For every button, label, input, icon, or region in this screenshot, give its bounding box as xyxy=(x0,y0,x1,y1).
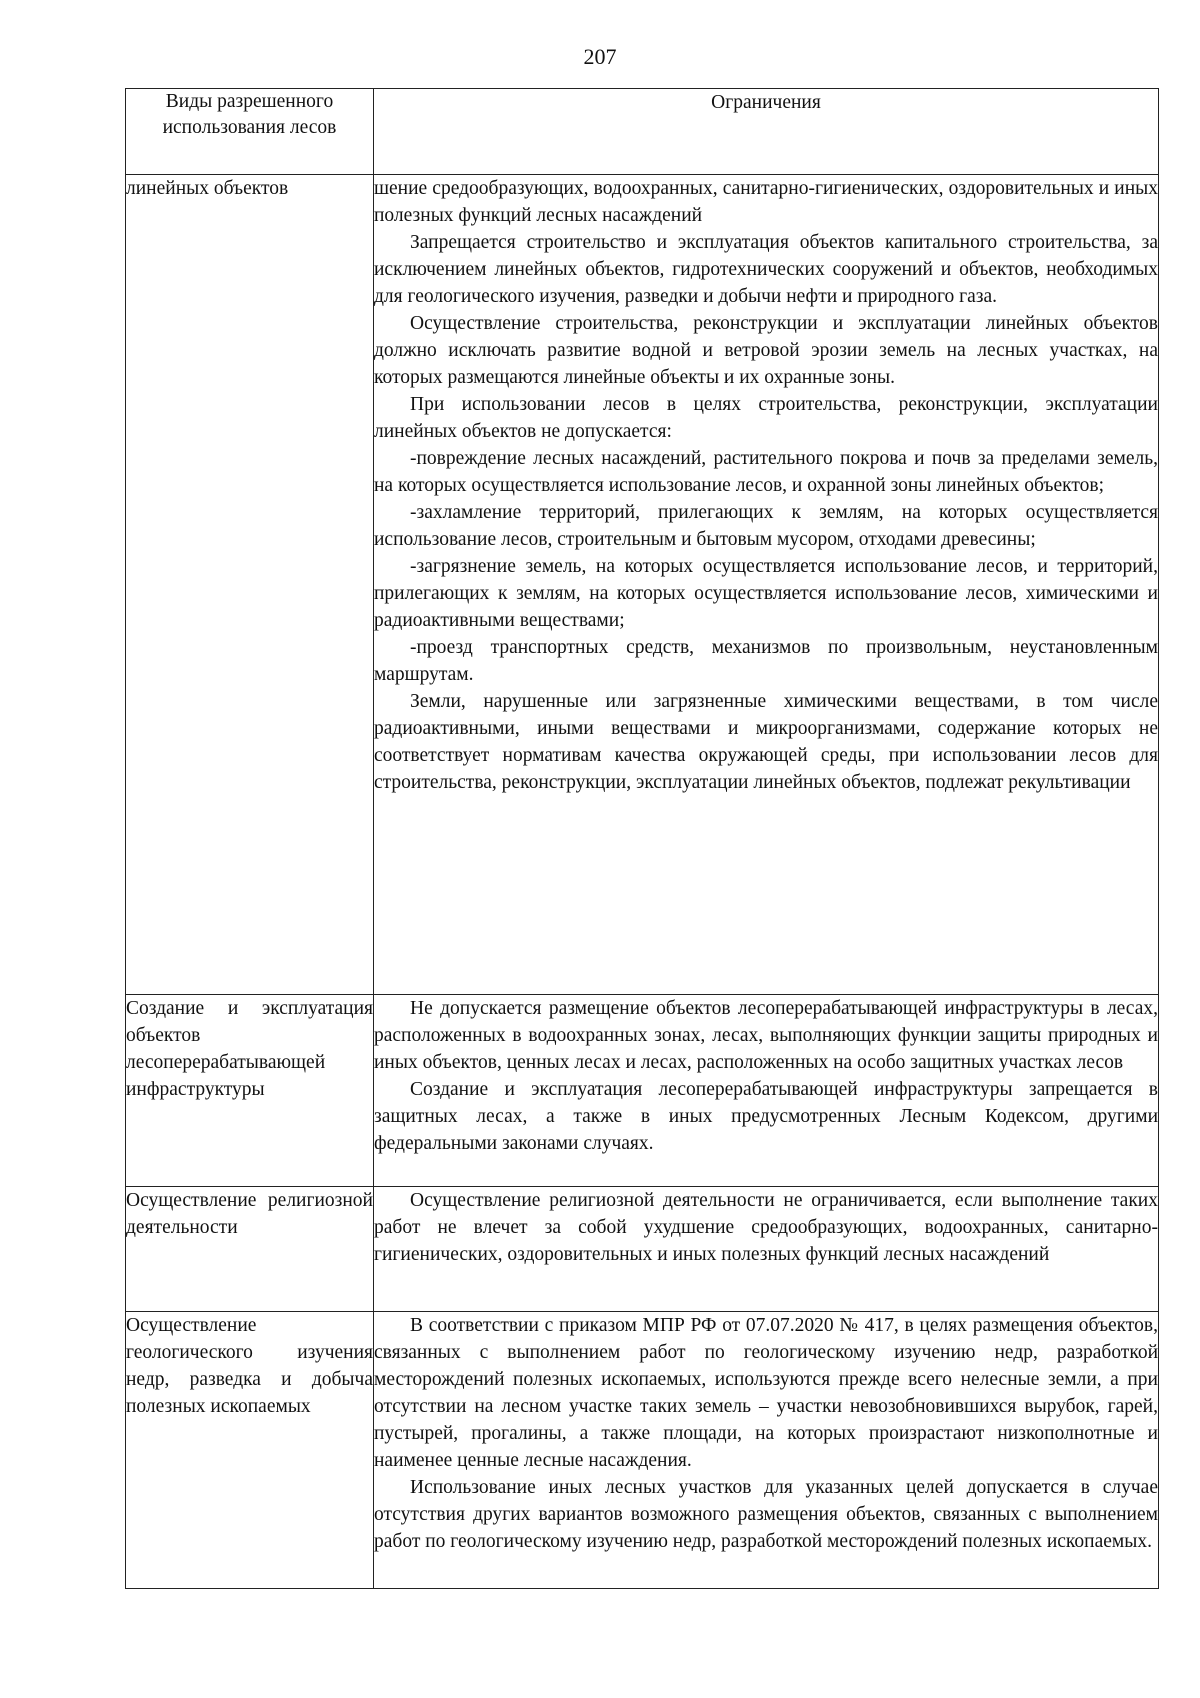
restriction-paragraph: Не допускается размещение объектов лесоперерабатывающей инфраструктуры в лесах, расположенных в водоохранных зонах, лесах, выполняющих функции защиты природных и иных объектов, ценных лесах и лесах, расположенных на особо защитных участках лесов xyxy=(374,998,1158,1073)
row-use-type: Осуществление геологического изучения недр, разведка и добыча полезных ископаемых xyxy=(126,1312,374,1589)
header-restrictions: Ограничения xyxy=(374,89,1159,175)
header-use-types: Виды разрешенного использования лесов xyxy=(126,89,374,175)
row-use-type: Создание и эксплуатация объектов лесоперерабатывающей инфраструктуры xyxy=(126,995,374,1187)
restriction-paragraph: Осуществление религиозной деятельности не ограничивается, если выполнение таких работ не влечет за собой ухудшение средообразующих, водоохранных, санитарно-гигиенических, оздоровительных и иных полезных функций лесных насаждений xyxy=(374,1190,1158,1265)
restriction-paragraph: шение средообразующих, водоохранных, санитарно-гигиенических, оздоровительных и иных полезных функций лесных насаждений xyxy=(374,178,1158,226)
row-use-type: линейных объектов xyxy=(126,175,374,995)
table-row xyxy=(126,1187,1159,1312)
restriction-paragraph: При использовании лесов в целях строительства, реконструкции, эксплуатации линейных объектов не допускается: xyxy=(374,394,1158,442)
restriction-paragraph: -повреждение лесных насаждений, растительного покрова и почв за пределами земель, на которых осуществляется использование лесов, и охранной зоны линейных объектов; xyxy=(374,448,1158,496)
row-use-type: Осуществление религиозной деятельности xyxy=(126,1187,374,1312)
table-header-row xyxy=(126,89,1159,175)
row-restrictions xyxy=(374,175,1159,995)
row-restrictions xyxy=(374,1187,1159,1312)
restriction-paragraph: Запрещается строительство и эксплуатация объектов капитального строительства, за исключением линейных объектов, гидротехнических сооружений и объектов, необходимых для геологического изучения, разведки и добычи нефти и природного газа. xyxy=(374,232,1158,307)
table-row xyxy=(126,175,1159,995)
restriction-paragraph: Осуществление строительства, реконструкции и эксплуатации линейных объектов должно исключать развитие водной и ветровой эрозии земель на лесных участках, на которых размещаются линейные объекты и их охранные зоны. xyxy=(374,313,1158,388)
restriction-paragraph: Создание и эксплуатация лесоперерабатывающей инфраструктуры запрещается в защитных лесах, а также в иных предусмотренных Лесным Кодексом, другими федеральными законами случаях. xyxy=(374,1079,1158,1154)
restriction-paragraph: В соответствии с приказом МПР РФ от 07.07.2020 № 417, в целях размещения объектов, связанных с выполнением работ по геологическому изучению недр, разработкой месторождений полезных ископаемых, используются прежде всего нелесные земли, а при отсутствии на лесном участке таких земель – участки невозобновившихся вырубок, гарей, пустырей, прогалины, а также площади, на которых произрастают низкополнотные и наименее ценные лесные насаждения. xyxy=(374,1315,1158,1471)
restriction-paragraph: -проезд транспортных средств, механизмов по произвольным, неустановленным маршрутам. xyxy=(374,637,1158,685)
restriction-paragraph: Использование иных лесных участков для указанных целей допускается в случае отсутствия других вариантов возможного размещения объектов, связанных с выполнением работ по геологическому изучению недр, разработкой месторождений полезных ископаемых. xyxy=(374,1477,1158,1552)
row-restrictions xyxy=(374,995,1159,1187)
table-row xyxy=(126,1312,1159,1589)
restriction-paragraph: -захламление территорий, прилегающих к землям, на которых осуществляется использование лесов, строительным и бытовым мусором, отходами древесины; xyxy=(374,502,1158,550)
restriction-paragraph: Земли, нарушенные или загрязненные химическими веществами, в том числе радиоактивными, иными веществами и микроорганизмами, содержание которых не соответствует нормативам качества окружающей среды, при использовании лесов для строительства, реконструкции, эксплуатации линейных объектов, подлежат рекультивации xyxy=(374,691,1158,793)
forest-use-restrictions-table xyxy=(125,88,1159,1589)
restriction-paragraph: -загрязнение земель, на которых осуществляется использование лесов, и территорий, прилегающих к землям, на которых осуществляется использование лесов, химическими и радиоактивными веществами; xyxy=(374,556,1158,631)
row-restrictions xyxy=(374,1312,1159,1589)
table-row xyxy=(126,995,1159,1187)
page-number: 207 xyxy=(583,44,617,69)
